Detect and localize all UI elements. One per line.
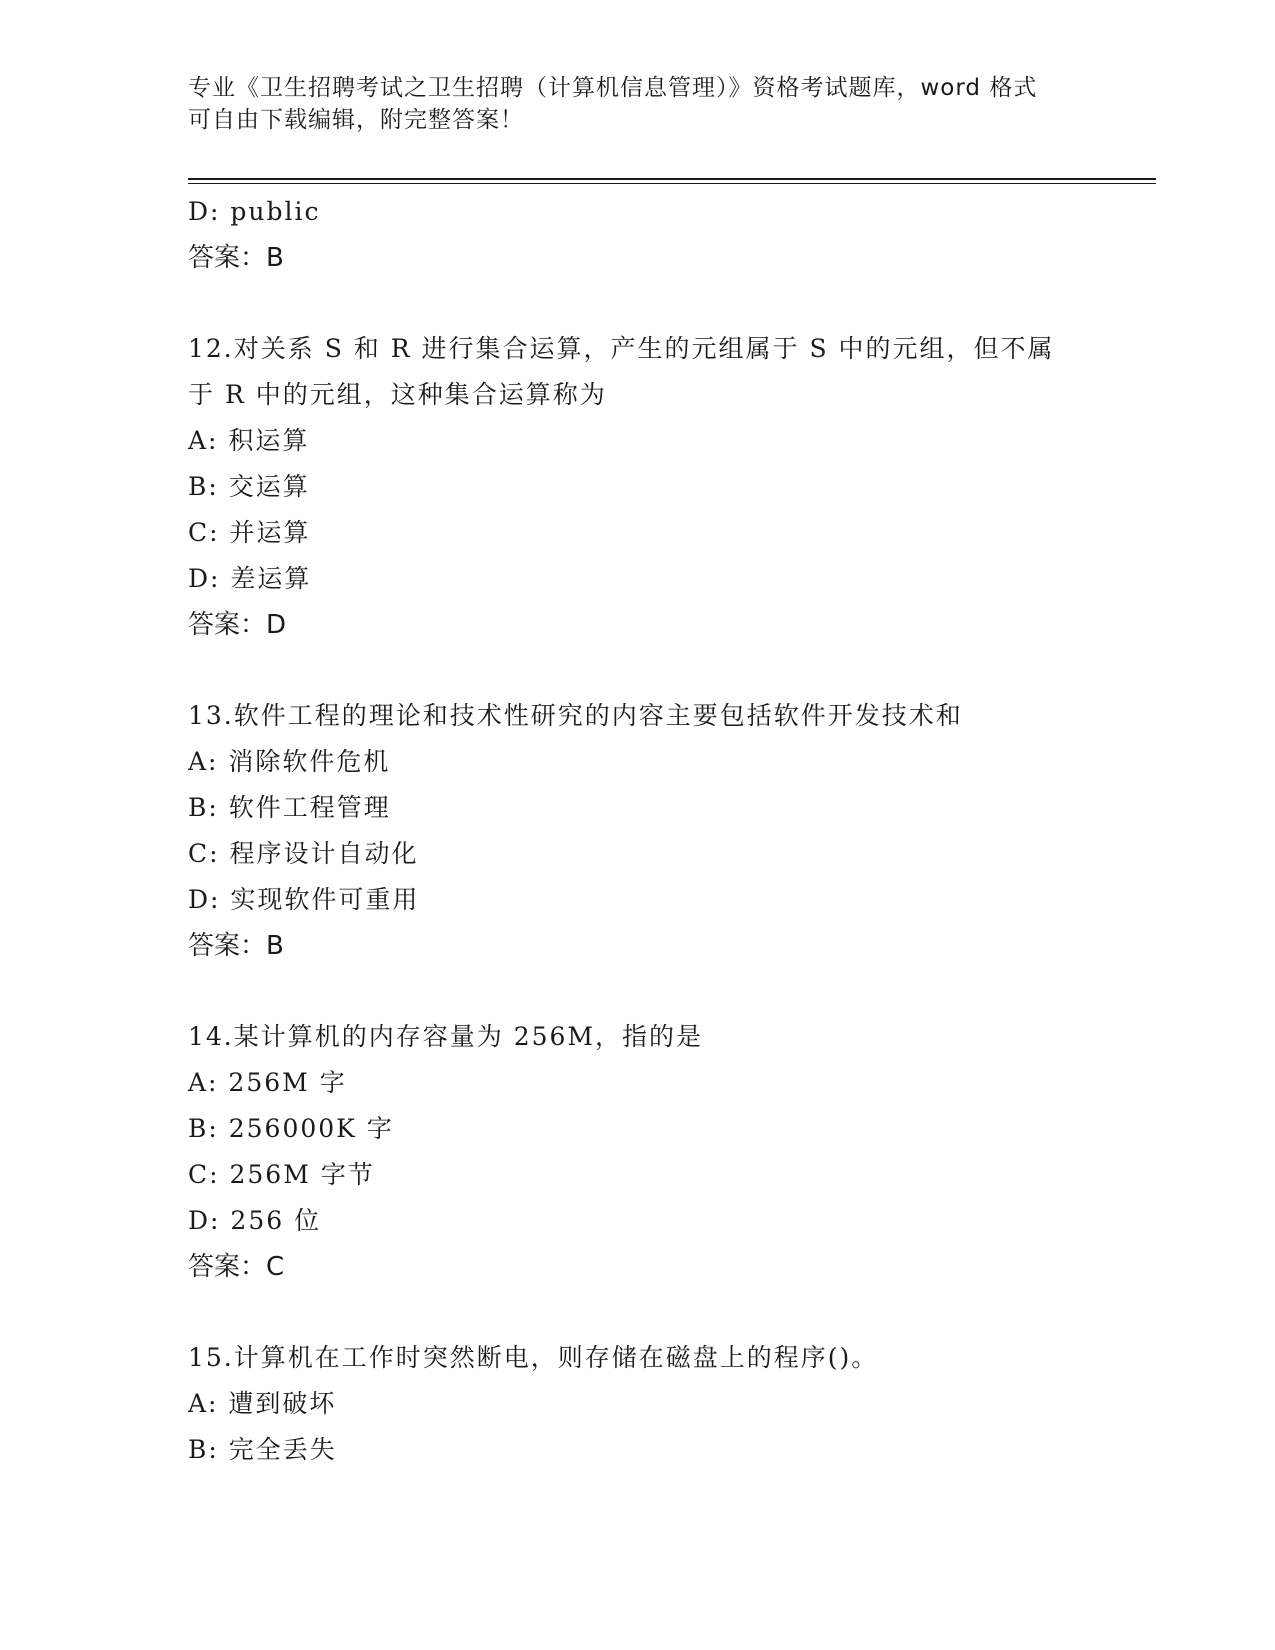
option-a: A: 遭到破坏 — [188, 1389, 337, 1418]
header-divider-thick — [188, 178, 1156, 180]
option-b: B: 256000K 字 — [188, 1114, 394, 1143]
option-a: A: 256M 字 — [188, 1068, 347, 1097]
spacer — [188, 281, 1088, 326]
question-12 — [188, 326, 1088, 648]
question-stem: 12.对关系 S 和 R 进行集合运算，产生的元组属于 S 中的元组，但不属 — [188, 334, 1055, 363]
option-a: A: 消除软件危机 — [188, 747, 391, 776]
answer: 答案：B — [188, 243, 284, 273]
option-d: D: 差运算 — [188, 564, 312, 593]
question-stem-continued: 于 R 中的元组，这种集合运算称为 — [188, 380, 607, 409]
question-14 — [188, 1014, 1088, 1290]
option-b: B: 交运算 — [188, 472, 310, 501]
question-15 — [188, 1335, 1088, 1473]
question-stem: 15.计算机在工作时突然断电，则存储在磁盘上的程序()。 — [188, 1343, 879, 1372]
option-d: D: 实现软件可重用 — [188, 885, 420, 914]
page-header — [188, 72, 1068, 136]
option-b: B: 软件工程管理 — [188, 793, 391, 822]
spacer — [188, 969, 1088, 1014]
header-line-2: 可自由下载编辑，附完整答案！ — [188, 107, 524, 133]
option-d: D: 256 位 — [188, 1206, 322, 1235]
header-line-1: 专业《卫生招聘考试之卫生招聘（计算机信息管理）》资格考试题库，word 格式 — [188, 75, 1038, 101]
answer: 答案：D — [188, 610, 287, 640]
option-a: A: 积运算 — [188, 426, 310, 455]
carryover-block — [188, 189, 1088, 281]
option-b: B: 完全丢失 — [188, 1435, 337, 1464]
option-c: C: 程序设计自动化 — [188, 839, 419, 868]
question-list — [188, 189, 1088, 1473]
option-c: C: 并运算 — [188, 518, 311, 547]
question-stem: 14.某计算机的内存容量为 256M，指的是 — [188, 1022, 704, 1051]
answer: 答案：C — [188, 1252, 285, 1282]
spacer — [188, 648, 1088, 693]
option-c: C: 256M 字节 — [188, 1160, 375, 1189]
question-stem: 13.软件工程的理论和技术性研究的内容主要包括软件开发技术和 — [188, 701, 963, 730]
header-divider-thin — [188, 183, 1156, 184]
option-d: D: public — [188, 197, 321, 226]
spacer — [188, 1290, 1088, 1335]
question-13 — [188, 693, 1088, 969]
answer: 答案：B — [188, 931, 284, 961]
